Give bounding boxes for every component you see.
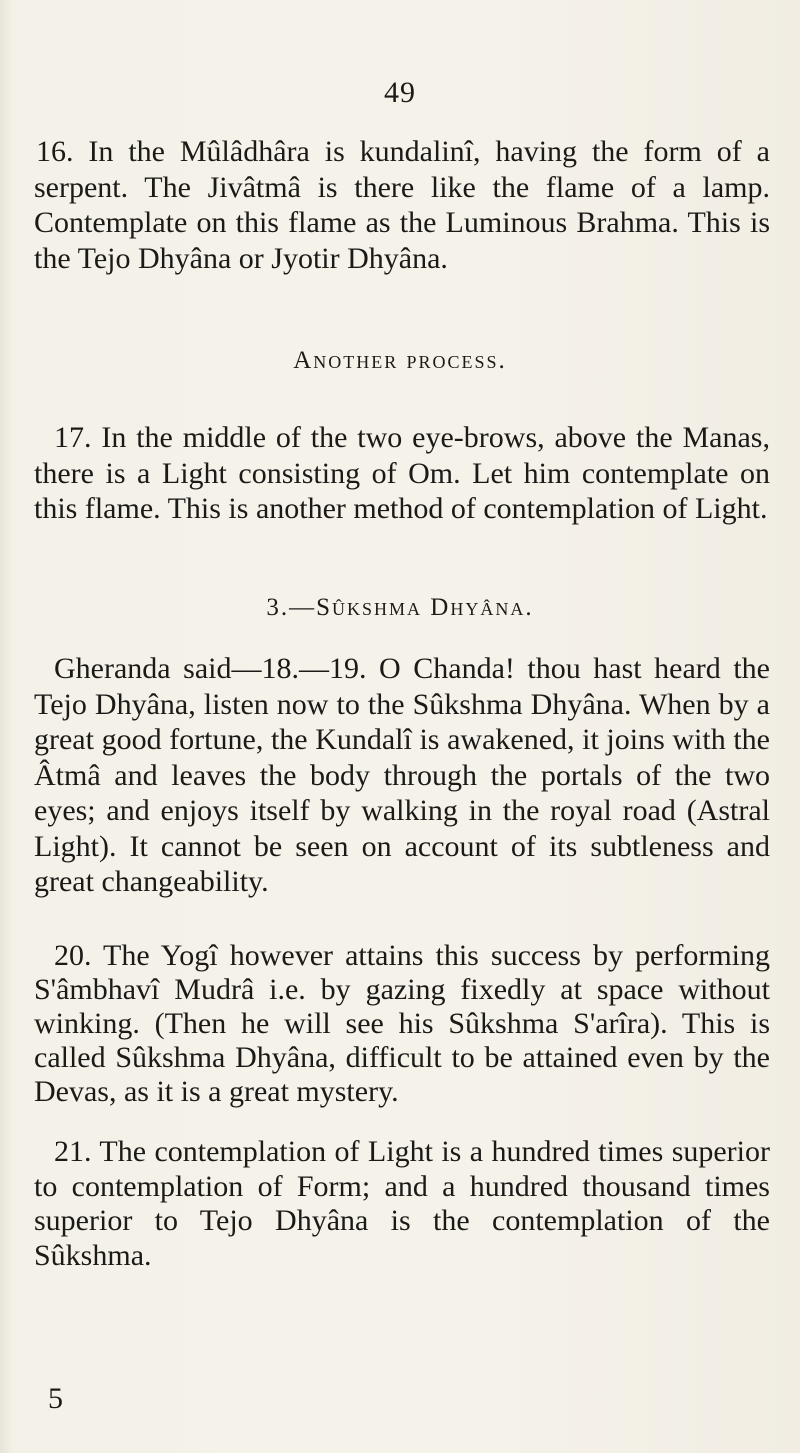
- paragraph-20: 20. The Yogî however attains this success by performing S'âmbhavî Mudrâ i.e. by gazing fixedly at space without winking. (Then he will see his Sûkshma S'arîra). This is called Sûkshma Dhyâna, difficult to be attained even by the Devas, as it is a great mystery.: [34, 939, 770, 1108]
- section-heading-another-process: Another process.: [293, 347, 507, 374]
- paragraph-16: 16. In the Mûlâdhâra is kundalinî, having the form of a serpent. The Jivâtmâ is there like the flame of a lamp. Contemplate on this flame as the Luminous Brahma. This is the Tejo Dhyâna or Jyotir Dhyâna.: [34, 135, 770, 275]
- paragraph-18-19: Gheranda said—18.—19. O Chanda! thou hast heard the Tejo Dhyâna, listen now to the Sûkshma Dhyâna. When by a great good fortune, the Kundalî is awakened, it joins with the Âtmâ and leaves the body through the portals of the two eyes; and enjoys itself by walking in the royal road (Astral Light). It cannot be seen on account of its subtleness and great changeability.: [34, 652, 770, 898]
- page-number: 49: [384, 76, 416, 109]
- paragraph-21: 21. The contemplation of Light is a hundred times superior to contemplation of Form; and a hundred thousand times superior to Tejo Dhyâna is the contemplation of the Sûkshma.: [34, 1135, 770, 1272]
- signature-mark: 5: [48, 1382, 63, 1415]
- paragraph-17: 17. In the middle of the two eye-brows, above the Manas, there is a Light consisting of Om. Let him contemplate on this flame. This is another method of contemplation of Light.: [34, 421, 770, 525]
- section-heading-sukshma-dhyana: 3.—Sûkshma Dhyâna.: [266, 594, 534, 621]
